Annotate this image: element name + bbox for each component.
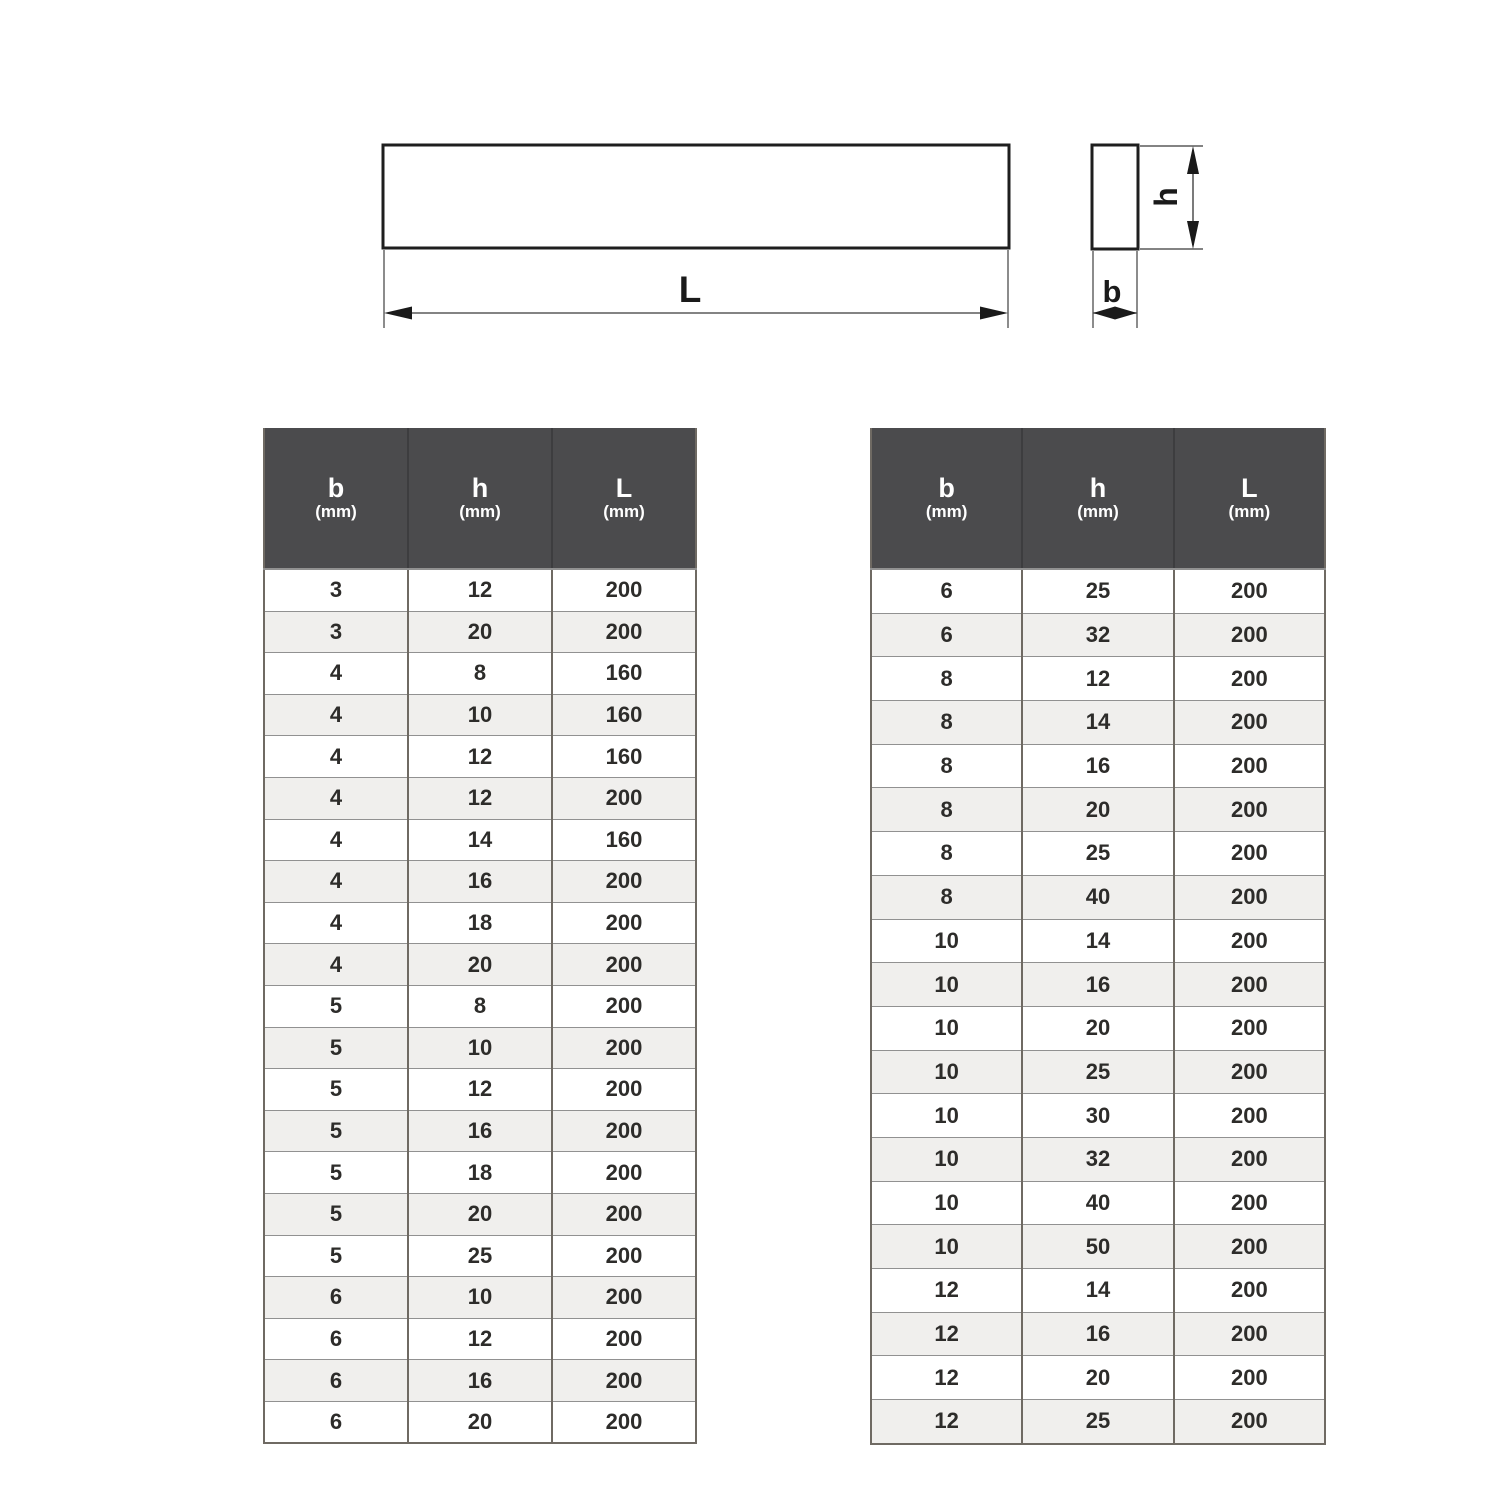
arrowhead-h-bottom-icon <box>1187 221 1199 249</box>
table-cell: 200 <box>1174 613 1325 657</box>
dimension-label-h: h <box>1148 187 1184 207</box>
table-cell: 8 <box>871 788 1022 832</box>
table-row <box>264 569 696 611</box>
header-cell-h <box>1022 428 1173 569</box>
table-cell: 6 <box>871 613 1022 657</box>
table-row <box>264 777 696 819</box>
table-row <box>871 1400 1325 1444</box>
table-cell: 6 <box>871 569 1022 613</box>
table-cell: 10 <box>871 1094 1022 1138</box>
table-cell: 8 <box>871 744 1022 788</box>
spec-table-right <box>870 428 1326 1445</box>
table-cell: 5 <box>264 1069 408 1111</box>
table-cell: 18 <box>408 1152 552 1194</box>
header-unit-b: (mm) <box>315 501 357 521</box>
table-cell: 200 <box>552 944 696 986</box>
table-row <box>871 788 1325 832</box>
table-cell: 20 <box>1022 1006 1173 1050</box>
table-cell: 200 <box>1174 963 1325 1007</box>
table-cell: 5 <box>264 1110 408 1152</box>
table-cell: 5 <box>264 1235 408 1277</box>
table-body-left <box>264 569 696 1443</box>
header-symbol-h: h <box>471 472 489 503</box>
table-cell: 8 <box>871 701 1022 745</box>
table-cell: 8 <box>408 985 552 1027</box>
table-cell: 12 <box>408 736 552 778</box>
table-cell: 200 <box>552 1027 696 1069</box>
table-cell: 3 <box>264 569 408 611</box>
header-cell-h <box>408 428 552 569</box>
table-row <box>264 736 696 778</box>
table-cell: 200 <box>1174 788 1325 832</box>
table-cell: 200 <box>1174 875 1325 919</box>
table-cell: 200 <box>552 1401 696 1443</box>
table-cell: 16 <box>1022 744 1173 788</box>
table-cell: 160 <box>552 694 696 736</box>
table-cell: 10 <box>871 1225 1022 1269</box>
table-row <box>871 701 1325 745</box>
table-row <box>264 1401 696 1443</box>
table-cell: 4 <box>264 861 408 903</box>
table-row <box>264 1318 696 1360</box>
table-cell: 12 <box>408 777 552 819</box>
table-cell: 40 <box>1022 875 1173 919</box>
table-cell: 4 <box>264 944 408 986</box>
table-row <box>264 1235 696 1277</box>
table-cell: 10 <box>871 1006 1022 1050</box>
table-cell: 32 <box>1022 1137 1173 1181</box>
table-cell: 200 <box>1174 1312 1325 1356</box>
dimension-label-L: L <box>678 269 702 310</box>
table-cell: 12 <box>871 1269 1022 1313</box>
header-unit-L: (mm) <box>1228 501 1271 521</box>
bar-end-view <box>1092 145 1138 249</box>
table-row <box>871 1356 1325 1400</box>
table-cell: 200 <box>552 569 696 611</box>
table-cell: 10 <box>408 694 552 736</box>
header-cell-b <box>871 428 1022 569</box>
header-row <box>264 428 696 569</box>
table-cell: 10 <box>408 1027 552 1069</box>
table-cell: 20 <box>408 1401 552 1443</box>
table-row <box>871 1006 1325 1050</box>
table-cell: 12 <box>1022 657 1173 701</box>
table-cell: 5 <box>264 1027 408 1069</box>
table-cell: 4 <box>264 902 408 944</box>
table-cell: 25 <box>1022 832 1173 876</box>
table-cell: 6 <box>264 1277 408 1319</box>
table-row <box>264 653 696 695</box>
table-cell: 200 <box>552 902 696 944</box>
table-cell: 8 <box>408 653 552 695</box>
table-row <box>264 1027 696 1069</box>
table-cell: 4 <box>264 736 408 778</box>
table-cell: 5 <box>264 985 408 1027</box>
header-symbol-b: b <box>327 472 345 503</box>
table-cell: 200 <box>552 1360 696 1402</box>
table-cell: 200 <box>552 777 696 819</box>
table-cell: 200 <box>1174 1181 1325 1225</box>
table-cell: 20 <box>408 944 552 986</box>
table-cell: 14 <box>1022 1269 1173 1313</box>
table-cell: 200 <box>552 1193 696 1235</box>
table-row <box>264 1152 696 1194</box>
header-symbol-b: b <box>938 472 955 503</box>
table-cell: 3 <box>264 611 408 653</box>
header-row <box>871 428 1325 569</box>
table-row <box>264 1360 696 1402</box>
table-cell: 200 <box>1174 1356 1325 1400</box>
header-cell-L <box>552 428 696 569</box>
key-steel-technical-drawing <box>0 0 1500 400</box>
table-cell: 5 <box>264 1152 408 1194</box>
table-row <box>871 569 1325 613</box>
table-row <box>264 985 696 1027</box>
table-cell: 16 <box>408 861 552 903</box>
table-cell: 10 <box>871 963 1022 1007</box>
table-row <box>264 1110 696 1152</box>
table-cell: 200 <box>552 1069 696 1111</box>
table-cell: 25 <box>1022 569 1173 613</box>
header-unit-h: (mm) <box>459 501 501 521</box>
table-cell: 20 <box>1022 788 1173 832</box>
table-cell: 200 <box>552 611 696 653</box>
table-cell: 25 <box>408 1235 552 1277</box>
table-cell: 200 <box>1174 1225 1325 1269</box>
table-cell: 200 <box>552 1318 696 1360</box>
table-cell: 5 <box>264 1193 408 1235</box>
table-row <box>871 1225 1325 1269</box>
table-cell: 18 <box>408 902 552 944</box>
table-cell: 200 <box>1174 919 1325 963</box>
table-row <box>871 1050 1325 1094</box>
table-cell: 200 <box>1174 1137 1325 1181</box>
table-cell: 20 <box>408 1193 552 1235</box>
header-unit-h: (mm) <box>1077 501 1119 521</box>
table-cell: 25 <box>1022 1400 1173 1444</box>
table-cell: 4 <box>264 819 408 861</box>
table-cell: 200 <box>552 1152 696 1194</box>
table-cell: 200 <box>552 1277 696 1319</box>
table-row <box>871 1181 1325 1225</box>
table-cell: 6 <box>264 1318 408 1360</box>
table-cell: 160 <box>552 736 696 778</box>
table-row <box>871 1137 1325 1181</box>
table-cell: 200 <box>552 1235 696 1277</box>
table-row <box>264 1277 696 1319</box>
table-row <box>871 875 1325 919</box>
table-cell: 50 <box>1022 1225 1173 1269</box>
table-cell: 200 <box>1174 1269 1325 1313</box>
table-cell: 200 <box>1174 1050 1325 1094</box>
table-row <box>871 1269 1325 1313</box>
table-cell: 14 <box>1022 919 1173 963</box>
table-cell: 12 <box>871 1400 1022 1444</box>
table-cell: 10 <box>871 919 1022 963</box>
table-cell: 200 <box>1174 744 1325 788</box>
table-cell: 200 <box>552 1110 696 1152</box>
header-unit-b: (mm) <box>925 501 968 521</box>
table-cell: 20 <box>1022 1356 1173 1400</box>
header-symbol-L: L <box>615 472 633 503</box>
table-cell: 25 <box>1022 1050 1173 1094</box>
arrowhead-L-left-icon <box>384 307 412 320</box>
table-row <box>264 1069 696 1111</box>
spec-table-left <box>263 428 697 1444</box>
table-cell: 32 <box>1022 613 1173 657</box>
table-cell: 4 <box>264 694 408 736</box>
table-cell: 12 <box>871 1356 1022 1400</box>
table-cell: 160 <box>552 819 696 861</box>
table-cell: 200 <box>1174 1094 1325 1138</box>
table-cell: 20 <box>408 611 552 653</box>
table-row <box>871 1094 1325 1138</box>
table-cell: 200 <box>1174 701 1325 745</box>
table-cell: 200 <box>1174 569 1325 613</box>
table-row <box>264 861 696 903</box>
table-cell: 12 <box>408 1318 552 1360</box>
bar-side-view <box>383 145 1009 248</box>
table-row <box>871 919 1325 963</box>
header-unit-L: (mm) <box>603 501 645 521</box>
dimension-label-b: b <box>1102 274 1122 309</box>
header-cell-b <box>264 428 408 569</box>
table-cell: 8 <box>871 657 1022 701</box>
table-row <box>871 744 1325 788</box>
table-cell: 12 <box>408 1069 552 1111</box>
table-cell: 200 <box>1174 1400 1325 1444</box>
table-cell: 8 <box>871 875 1022 919</box>
table-cell: 16 <box>1022 963 1173 1007</box>
table-row <box>264 819 696 861</box>
table-row <box>871 657 1325 701</box>
table-cell: 16 <box>408 1360 552 1402</box>
header-symbol-h: h <box>1089 472 1107 503</box>
table-row <box>871 1312 1325 1356</box>
header-symbol-L: L <box>1241 472 1258 503</box>
table-cell: 16 <box>408 1110 552 1152</box>
table-row <box>264 944 696 986</box>
table-row <box>871 832 1325 876</box>
table-cell: 10 <box>871 1137 1022 1181</box>
table-cell: 14 <box>408 819 552 861</box>
table-row <box>264 611 696 653</box>
table-cell: 30 <box>1022 1094 1173 1138</box>
table-cell: 8 <box>871 832 1022 876</box>
table-cell: 200 <box>552 985 696 1027</box>
table-cell: 200 <box>1174 657 1325 701</box>
table-row <box>871 613 1325 657</box>
table-row <box>264 694 696 736</box>
table-cell: 12 <box>871 1312 1022 1356</box>
table-cell: 6 <box>264 1360 408 1402</box>
table-row <box>264 902 696 944</box>
table-cell: 40 <box>1022 1181 1173 1225</box>
table-cell: 10 <box>871 1050 1022 1094</box>
table-cell: 6 <box>264 1401 408 1443</box>
table-row <box>871 963 1325 1007</box>
table-cell: 200 <box>1174 832 1325 876</box>
table-row <box>264 1193 696 1235</box>
table-cell: 14 <box>1022 701 1173 745</box>
table-cell: 10 <box>871 1181 1022 1225</box>
table-cell: 4 <box>264 777 408 819</box>
table-cell: 16 <box>1022 1312 1173 1356</box>
table-cell: 12 <box>408 569 552 611</box>
arrowhead-h-top-icon <box>1187 146 1199 174</box>
table-cell: 200 <box>552 861 696 903</box>
table-cell: 4 <box>264 653 408 695</box>
header-cell-L <box>1174 428 1325 569</box>
table-body-right <box>871 569 1325 1444</box>
table-cell: 200 <box>1174 1006 1325 1050</box>
table-cell: 160 <box>552 653 696 695</box>
table-cell: 10 <box>408 1277 552 1319</box>
arrowhead-L-right-icon <box>980 307 1008 320</box>
